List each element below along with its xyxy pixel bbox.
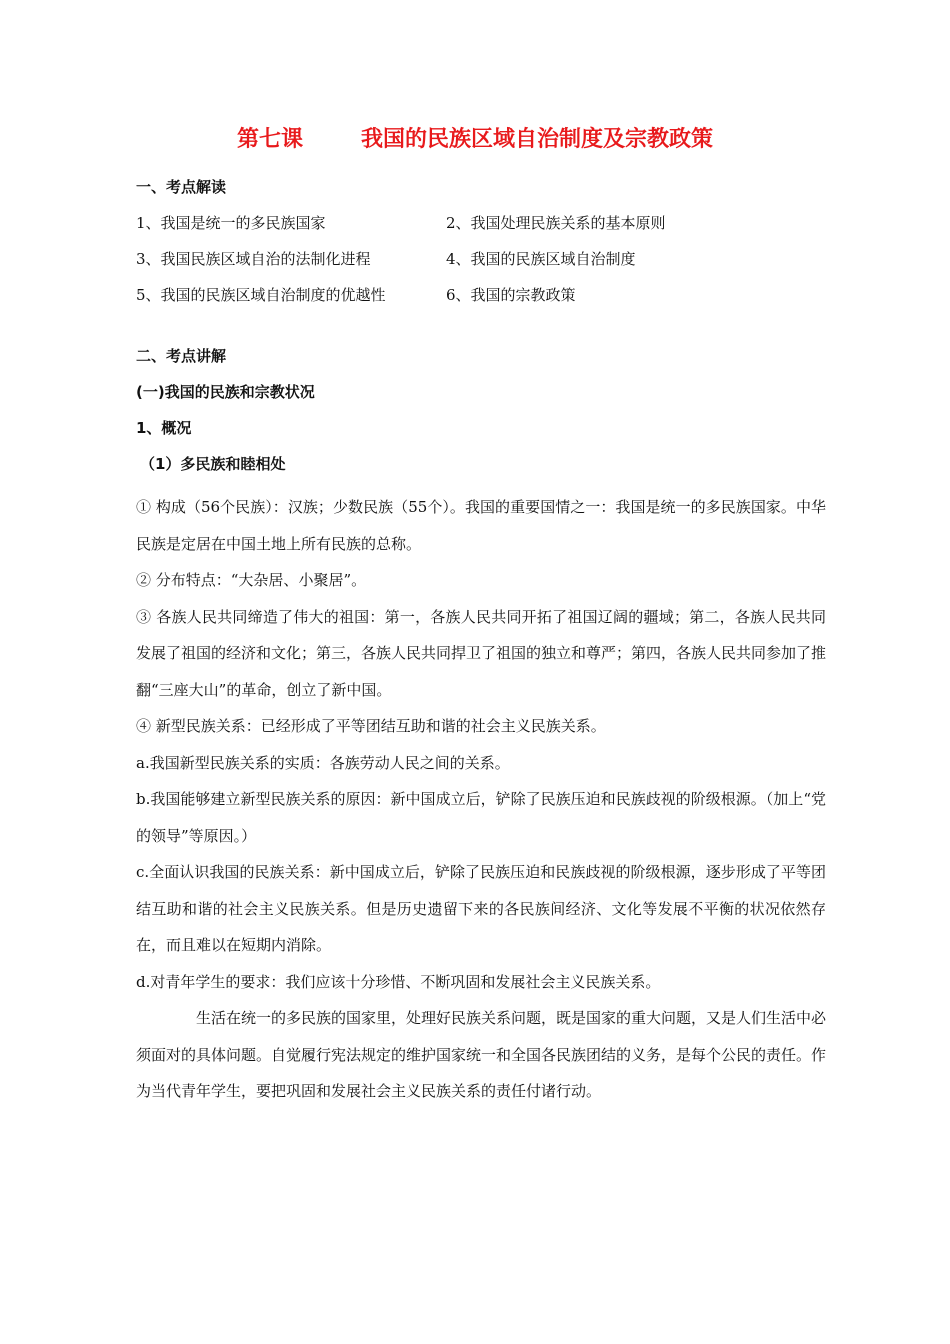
page-title <box>0 122 950 153</box>
document-body <box>136 176 826 1110</box>
paragraph: c.全面认识我国的民族关系：新中国成立后，铲除了民族压迫和民族歧视的阶级根源，逐步形成了平等团结互助和谐的社会主义民族关系。但是历史遗留下来的各民族间经济、文化等发展不平衡的状况依然存在，而且难以在短期内消除。 <box>136 863 826 954</box>
exam-point-item: 2、我国处理民族关系的基本原则 <box>446 214 666 232</box>
paragraph: ③ 各族人民共同缔造了伟大的祖国：第一，各族人民共同开拓了祖国辽阔的疆域；第二，各族人民共同发展了祖国的经济和文化；第三，各族人民共同捍卫了祖国的独立和尊严；第四，各族人民共同参加了推翻“三座大山”的革命，创立了新中国。 <box>136 607 827 699</box>
exam-point-row <box>136 212 826 248</box>
exam-point-item: 1、我国是统一的多民族国家 <box>136 214 326 232</box>
closing-paragraph: 生活在统一的多民族的国家里，处理好民族关系问题，既是国家的重大问题，又是人们生活中必须面对的具体问题。自觉履行宪法规定的维护国家统一和全国各民族团结的义务，是每个公民的责任。作为当代青年学生，要把巩固和发展社会主义民族关系的责任付诸行动。 <box>136 1009 827 1100</box>
paragraph: b.我国能够建立新型民族关系的原因：新中国成立后，铲除了民族压迫和民族歧视的阶级根源。（加上“党的领导”等原因。） <box>136 790 826 845</box>
paragraph: a.我国新型民族关系的实质：各族劳动人民之间的关系。 <box>136 753 510 772</box>
subsection-heading: 1、概况 <box>136 419 192 437</box>
exam-point-item: 5、我国的民族区域自治制度的优越性 <box>136 286 386 304</box>
paragraph: d.对青年学生的要求：我们应该十分珍惜、不断巩固和发展社会主义民族关系。 <box>136 972 661 991</box>
paragraph: ④ 新型民族关系：已经形成了平等团结互助和谐的社会主义民族关系。 <box>136 717 606 735</box>
exam-point-item: 3、我国民族区域自治的法制化进程 <box>136 250 371 268</box>
paragraph: ② 分布特点：“大杂居、小聚居”。 <box>136 571 367 589</box>
exam-point-item: 6、我国的宗教政策 <box>446 286 576 304</box>
section-heading-explanation: 二、考点讲解 <box>136 347 227 365</box>
exam-point-row <box>136 248 826 284</box>
section-heading-exam-points: 一、考点解读 <box>136 178 227 196</box>
section-spacer <box>136 320 826 345</box>
subsubsection-heading: （1）多民族和睦相处 <box>140 455 286 473</box>
exam-point-item: 4、我国的民族区域自治制度 <box>446 250 636 268</box>
title-main: 我国的民族区域自治制度及宗教政策 <box>361 127 714 152</box>
title-lesson: 第七课 <box>236 127 303 152</box>
paragraph: ① 构成（56个民族）：汉族；少数民族（55个）。我国的重要国情之一：我国是统一的多民族国家。中华民族是定居在中国土地上所有民族的总称。 <box>136 498 826 553</box>
part-heading: (一)我国的民族和宗教状况 <box>136 383 315 401</box>
exam-point-row <box>136 284 826 320</box>
